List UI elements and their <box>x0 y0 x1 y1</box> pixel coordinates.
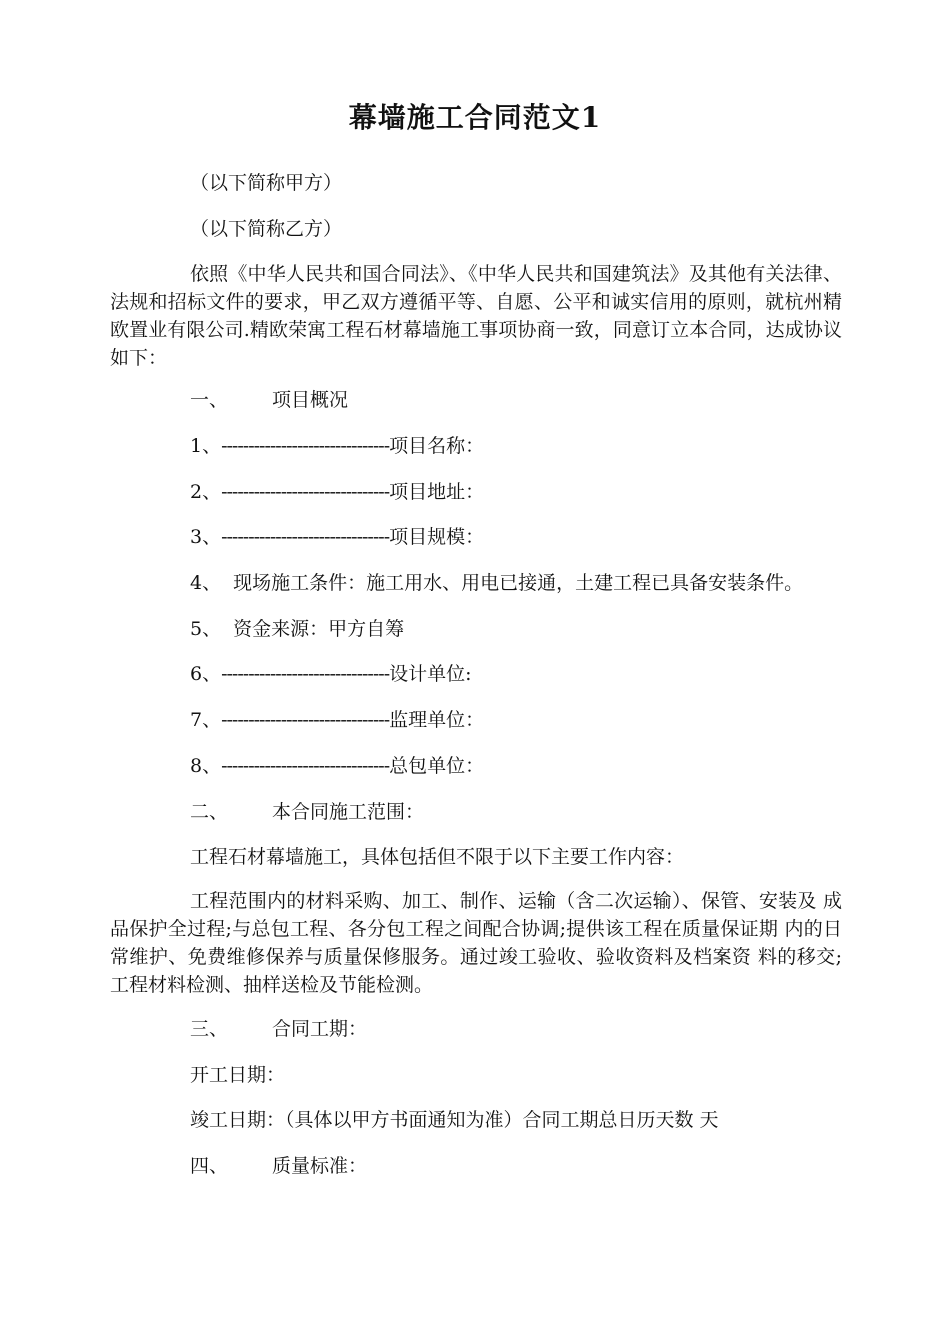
section-title: 合同工期： <box>272 1018 368 1040</box>
item-label: 总包单位： <box>389 755 485 777</box>
item-number: 1、 <box>190 435 222 457</box>
item-label: 项目名称： <box>389 435 485 457</box>
party-a-line: （以下简称甲方） <box>190 172 343 194</box>
item-number: 4、 <box>190 572 222 594</box>
blank-line: ------------------------------- <box>221 755 390 777</box>
blank-line: ------------------------------- <box>221 481 390 503</box>
section-number: 三、 <box>190 1018 229 1040</box>
item-number: 8、 <box>190 755 222 777</box>
item-label: 设计单位: <box>389 663 472 685</box>
section-3-heading <box>190 1016 367 1042</box>
blank-line: ------------------------------- <box>221 526 390 548</box>
item-2 <box>190 479 484 505</box>
item-5 <box>190 616 404 642</box>
blank-line: ------------------------------- <box>221 435 390 457</box>
blank-line: ------------------------------- <box>221 663 390 685</box>
section-number: 四、 <box>190 1155 229 1177</box>
blank-line: ------------------------------- <box>221 709 390 731</box>
section-title: 质量标准： <box>272 1155 368 1177</box>
section-title: 项目概况 <box>272 389 349 411</box>
item-number: 2、 <box>190 481 222 503</box>
scope-detail-paragraph: 工程范围内的材料采购、加工、制作、运输（含二次运输）、保管、安装及 成品保护全过程;与总包工程、各分包工程之间配合协调;提供该工程在质量保证期 内的日常维护、免费维修保养与质量保修服务。通过竣工验收、验收资料及档案资 料的移交;工程材料检测、抽样送检及节能检测。 <box>110 890 842 996</box>
end-date-line: 竣工日期：（具体以甲方书面通知为准）合同工期总日历天数 天 <box>190 1109 719 1131</box>
item-label: 监理单位： <box>389 709 485 731</box>
item-6 <box>190 661 472 687</box>
document-title: 幕墙施工合同范文1 <box>348 101 602 134</box>
item-3 <box>190 524 484 550</box>
item-1 <box>190 433 484 459</box>
section-4-heading <box>190 1153 367 1179</box>
item-7 <box>190 707 484 733</box>
section-number: 一、 <box>190 389 229 411</box>
item-label: 项目地址： <box>389 481 485 503</box>
section-2-heading <box>190 799 424 825</box>
item-number: 6、 <box>190 663 222 685</box>
item-4 <box>190 570 803 596</box>
item-number: 7、 <box>190 709 222 731</box>
section-1-heading <box>190 387 348 413</box>
item-label: 项目规模： <box>389 526 485 548</box>
section-title: 本合同施工范围： <box>272 801 425 823</box>
scope-intro: 工程石材幕墙施工，具体包括但不限于以下主要工作内容： <box>190 846 685 868</box>
item-text: 现场施工条件：施工用水、用电已接通，土建工程已具备安装条件。 <box>233 572 804 594</box>
item-number: 5、 <box>190 618 222 640</box>
item-8 <box>190 753 484 779</box>
section-number: 二、 <box>190 801 229 823</box>
intro-paragraph: 依照《中华人民共和国合同法》、《中华人民共和国建筑法》及其他有关法律、法规和招标文件的要求，甲乙双方遵循平等、自愿、公平和诚实信用的原则，就杭州精欧置业有限公司.精欧荣寓工程石材幕墙施工事项协商一致，同意订立本合同，达成协议如下： <box>110 263 842 369</box>
party-b-line: （以下简称乙方） <box>190 218 343 240</box>
start-date-line: 开工日期： <box>190 1064 286 1086</box>
item-number: 3、 <box>190 526 222 548</box>
item-text: 资金来源：甲方自筹 <box>233 618 405 640</box>
